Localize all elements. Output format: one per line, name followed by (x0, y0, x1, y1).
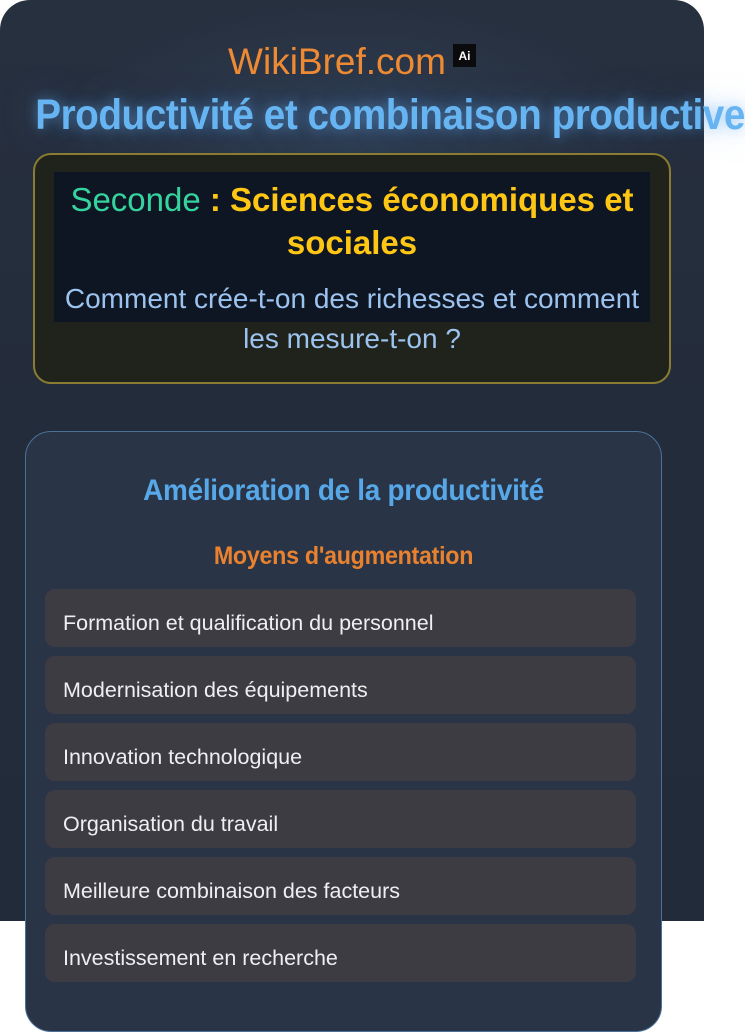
section-title: Amélioration de la productivité (143, 474, 544, 508)
site-title[interactable]: WikiBref.com (228, 41, 446, 82)
list-item-label: Modernisation des équipements (63, 678, 368, 703)
chapter-level-label: Seconde (70, 180, 201, 218)
list-item (45, 589, 636, 647)
chapter-question: Comment crée-t-on des richesses et comment les mesure-t-on ? (64, 282, 640, 354)
chapter-box (33, 153, 671, 385)
list-item-label: Meilleure combinaison des facteurs (63, 879, 400, 904)
list-item (45, 857, 636, 915)
chapter-heading (70, 178, 635, 265)
chapter-separator: : (200, 180, 231, 218)
list-item (45, 924, 636, 982)
ai-badge-icon: Ai (453, 44, 476, 67)
items-list (45, 589, 636, 982)
list-item-label: Organisation du travail (63, 812, 279, 837)
list-item-label: Investissement en recherche (63, 946, 338, 971)
list-item (45, 790, 636, 848)
list-item (45, 723, 636, 781)
site-header (0, 0, 704, 83)
list-item-label: Formation et qualification du personnel (63, 611, 434, 636)
chapter-subject-label: Sciences économiques et sociales (230, 180, 634, 262)
section-card (25, 431, 662, 1032)
section-subtitle: Moyens d'augmentation (213, 542, 474, 571)
list-item-label: Innovation technologique (63, 745, 303, 770)
list-item (45, 656, 636, 714)
chapter-content (54, 178, 650, 359)
page-title: Productivité et combinaison productive (35, 90, 745, 139)
